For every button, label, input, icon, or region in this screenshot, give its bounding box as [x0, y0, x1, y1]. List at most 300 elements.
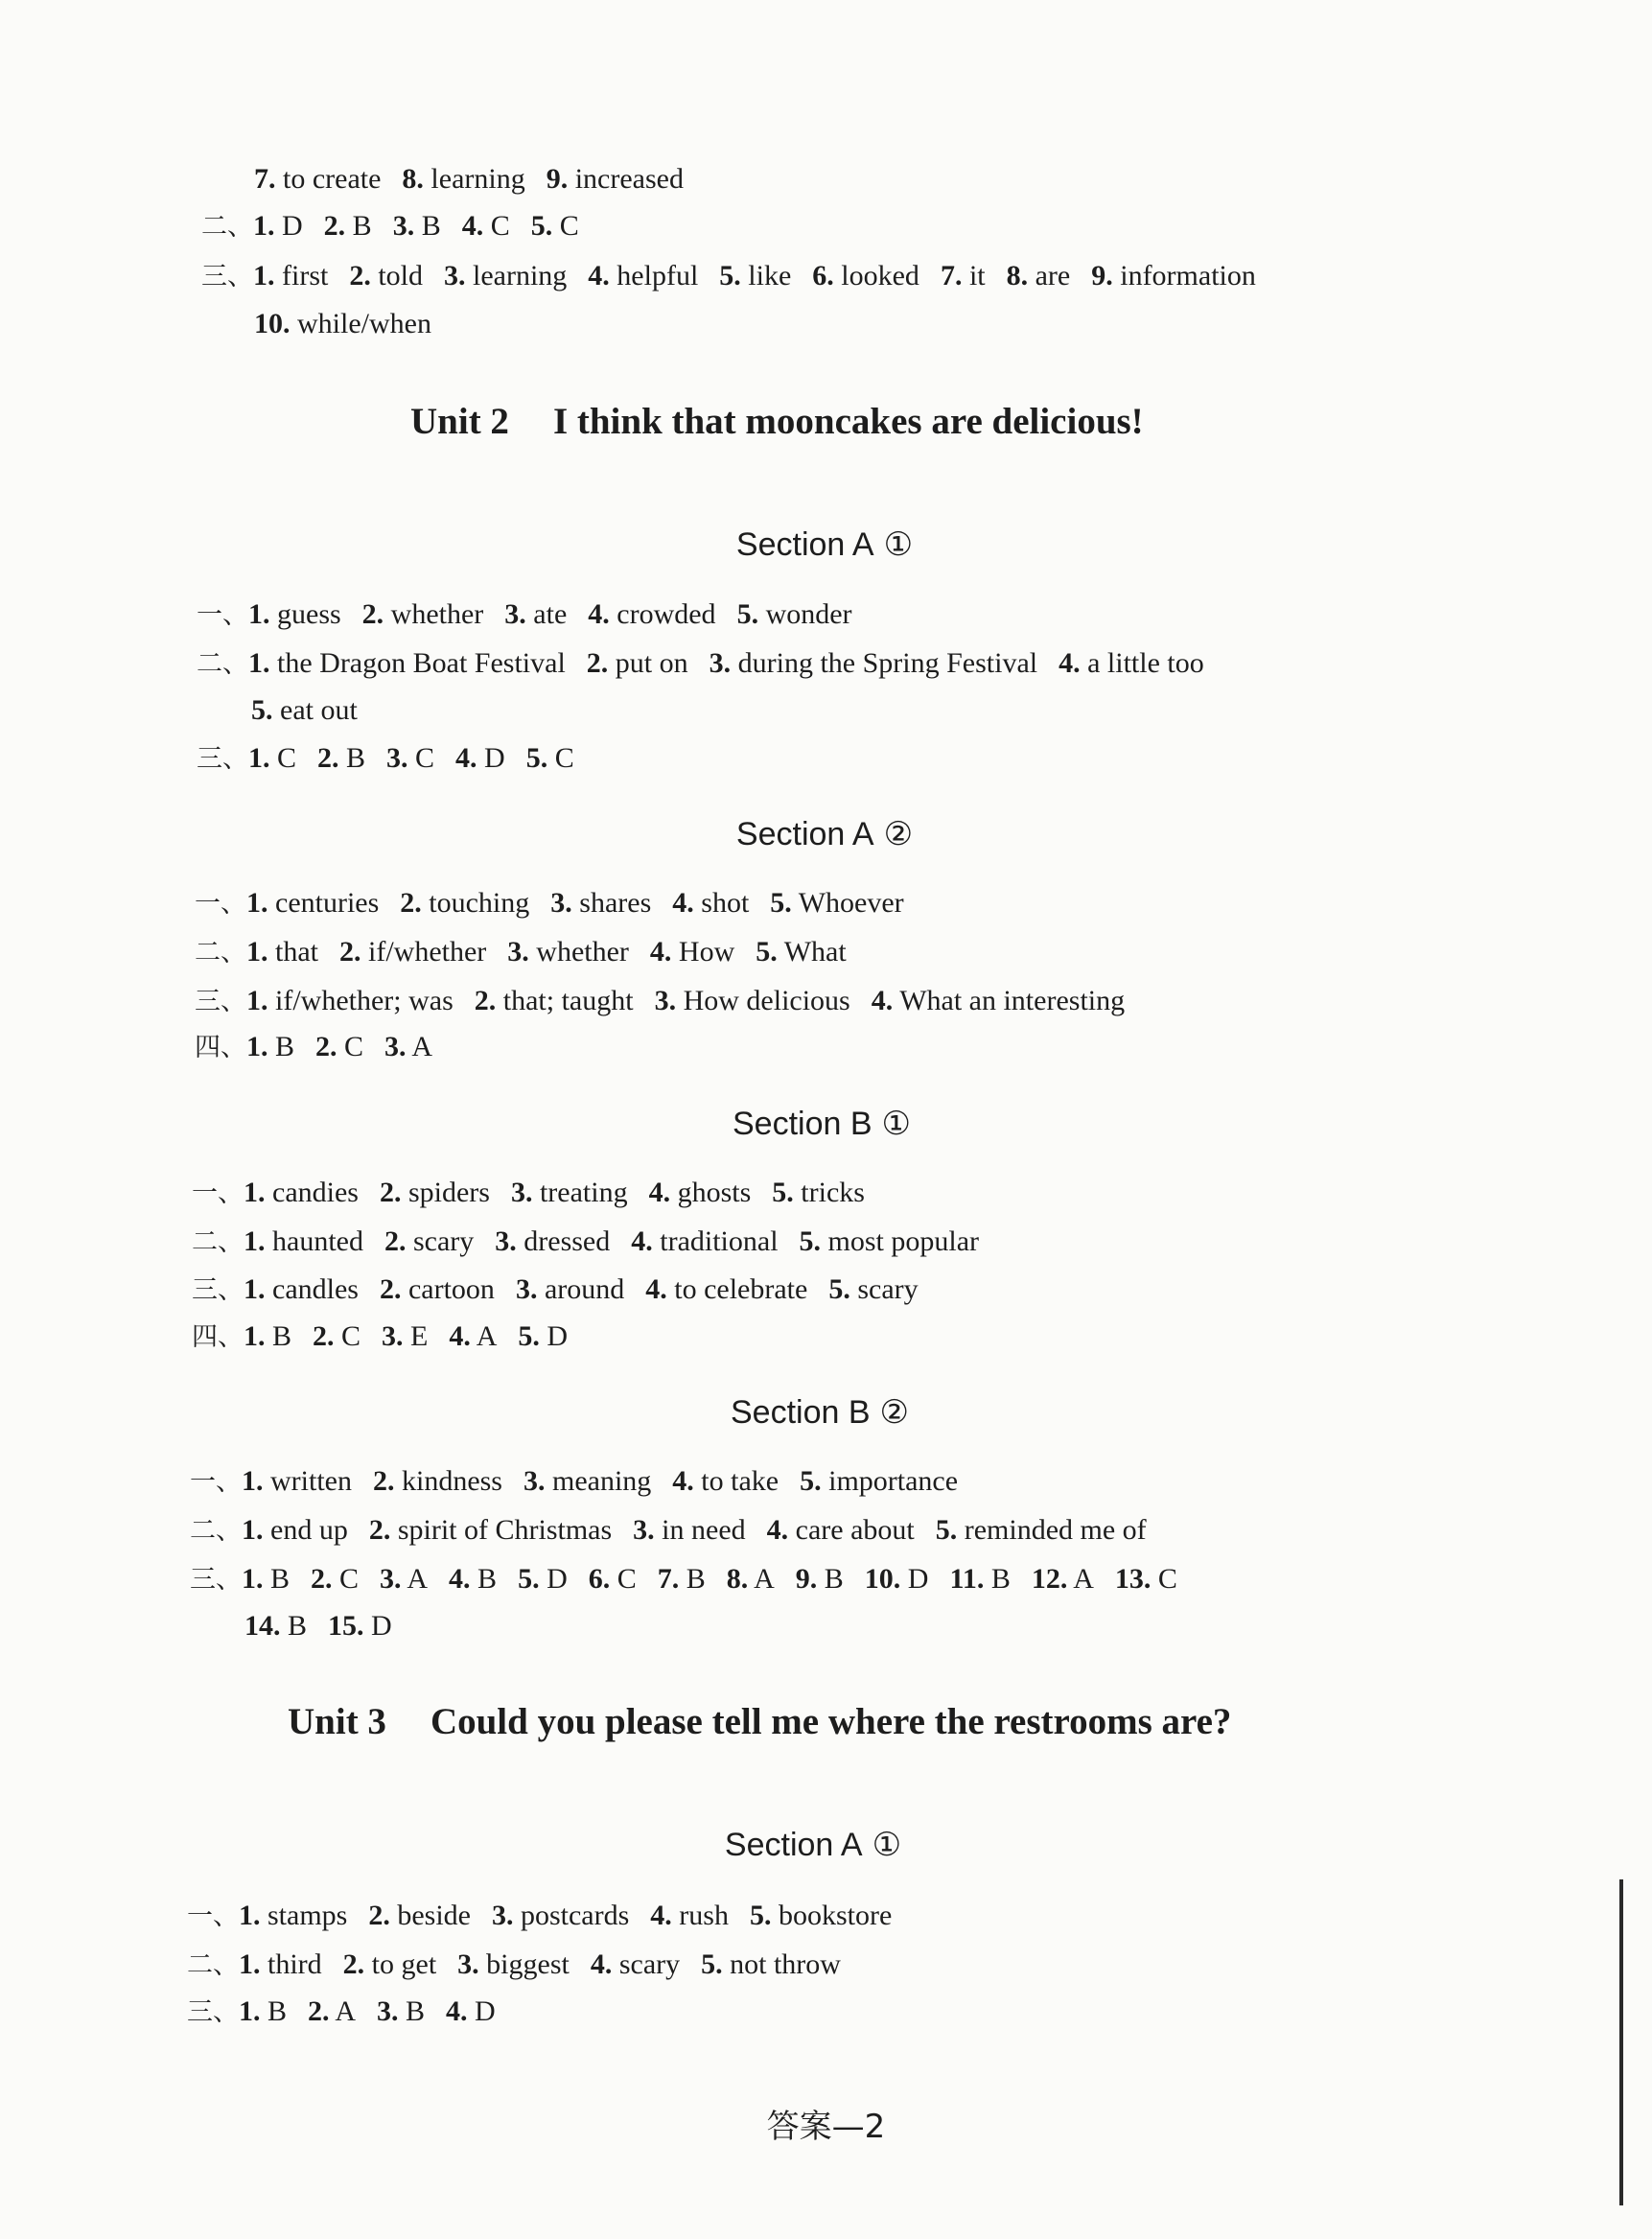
answer-item — [386, 739, 434, 778]
answer-number: 3. — [457, 1948, 479, 1980]
answer-item — [547, 160, 684, 198]
answer-text: C — [337, 1031, 364, 1062]
unit-number: Unit 2 — [410, 401, 509, 442]
answer-number: 2. — [308, 1995, 330, 2027]
answer-text: scary — [849, 1273, 919, 1305]
answer-line — [201, 207, 600, 246]
answer-text: crowded — [609, 598, 716, 630]
answer-item — [492, 1897, 629, 1935]
answer-line — [251, 691, 379, 730]
answer-number: 7. — [940, 260, 963, 292]
answer-number: 5. — [770, 887, 792, 919]
answer-number: 15. — [328, 1610, 364, 1642]
answer-item — [313, 1318, 361, 1356]
answer-number: 2. — [317, 742, 339, 774]
answer-line — [254, 160, 705, 198]
answer-text: postcards — [513, 1900, 630, 1931]
answer-item — [400, 884, 529, 922]
answer-item — [1115, 1560, 1177, 1598]
answer-item — [324, 207, 372, 245]
answer-number: 3. — [709, 647, 732, 679]
answer-item — [254, 305, 431, 343]
answer-item — [239, 1946, 322, 1984]
answer-item — [941, 257, 986, 295]
answer-text: centuries — [268, 887, 380, 919]
answer-item — [449, 1318, 497, 1356]
answer-line — [192, 1223, 1000, 1262]
answer-text: third — [260, 1948, 322, 1980]
answer-number: 4. — [631, 1225, 653, 1257]
section-name: Section A — [724, 1827, 863, 1863]
answer-item — [1059, 644, 1204, 683]
answer-number: 4. — [672, 887, 694, 919]
answer-item — [865, 1560, 929, 1598]
answer-text: B — [345, 210, 372, 242]
section-title — [537, 813, 1112, 855]
answer-line — [192, 1271, 940, 1310]
answer-item — [244, 1174, 359, 1212]
question-group-label: 一、 — [190, 1467, 242, 1497]
answer-number: 3. — [654, 985, 677, 1016]
answer-item — [254, 160, 381, 198]
answer-text: C — [407, 742, 435, 774]
answer-text: most popular — [821, 1225, 980, 1257]
answer-item — [449, 1560, 497, 1598]
answer-text: B — [679, 1563, 706, 1595]
question-group-label: 四、 — [195, 1033, 246, 1062]
answer-number: 4. — [588, 598, 610, 630]
answer-text: C — [334, 1320, 361, 1352]
answer-number: 8. — [726, 1563, 749, 1595]
page-footer: 答案—2 — [766, 2108, 886, 2146]
answer-number: 2. — [315, 1031, 337, 1062]
answer-item — [588, 257, 698, 295]
answer-text: biggest — [478, 1948, 570, 1980]
answer-number: 2. — [379, 1177, 402, 1208]
answer-item — [1007, 257, 1071, 295]
answer-item — [650, 1897, 729, 1935]
answer-item — [719, 257, 791, 295]
answer-item — [368, 1897, 471, 1935]
answer-number: 4. — [650, 1900, 672, 1931]
answer-text: it — [962, 260, 986, 292]
answer-item — [242, 1462, 352, 1501]
answer-text: increased — [568, 163, 684, 195]
answer-item — [382, 1318, 428, 1356]
answer-number: 3. — [550, 887, 572, 919]
answer-item — [1091, 257, 1256, 295]
answer-number: 7. — [657, 1563, 680, 1595]
answer-text: stamps — [260, 1900, 348, 1931]
answer-text: B — [817, 1563, 844, 1595]
answer-text: the Dragon Boat Festival — [269, 647, 566, 679]
answer-number: 5. — [749, 1900, 772, 1931]
answer-text: to celebrate — [666, 1273, 808, 1305]
answer-number: 1. — [248, 742, 270, 774]
answer-number: 1. — [253, 260, 275, 292]
unit-number: Unit 3 — [288, 1701, 386, 1742]
answer-number: 3. — [380, 1563, 402, 1595]
answer-number: 9. — [546, 163, 569, 195]
answer-item — [343, 1946, 437, 1984]
answer-item — [516, 1271, 624, 1309]
answer-text: B — [414, 210, 441, 242]
unit-heading: I think that mooncakes are delicious! — [552, 401, 1144, 442]
answer-item — [650, 933, 734, 971]
answer-item — [380, 1174, 490, 1212]
answer-item — [349, 257, 423, 295]
answer-item — [531, 207, 579, 245]
answer-text: rush — [671, 1900, 729, 1931]
section-mark: ① — [881, 1105, 911, 1143]
answer-number: 3. — [382, 1320, 404, 1352]
answer-text: to get — [364, 1948, 437, 1980]
answer-number: 4. — [461, 210, 484, 242]
answer-item — [672, 884, 749, 922]
answer-text: A — [401, 1563, 429, 1595]
answer-item — [672, 1462, 779, 1501]
answer-number: 2. — [361, 598, 384, 630]
answer-item — [402, 160, 524, 198]
answer-item — [317, 739, 365, 778]
answer-item — [239, 1897, 347, 1935]
answer-item — [526, 739, 574, 778]
answer-item — [727, 1560, 775, 1598]
answer-number: 5. — [518, 1320, 540, 1352]
answer-item — [248, 644, 566, 683]
answer-number: 2. — [474, 985, 497, 1016]
answer-item — [800, 1462, 958, 1501]
answer-number: 2. — [323, 210, 346, 242]
section-name: Section A — [735, 526, 874, 563]
answer-item — [828, 1271, 918, 1309]
answer-text: How delicious — [676, 985, 850, 1016]
answer-item — [339, 933, 486, 971]
answer-text: scary — [612, 1948, 681, 1980]
section-name: Section B — [732, 1106, 873, 1142]
answer-text: care about — [788, 1514, 915, 1546]
answer-number: 4. — [590, 1948, 613, 1980]
answer-number: 1. — [246, 936, 268, 968]
answer-number: 4. — [449, 1563, 471, 1595]
section-mark: ② — [883, 815, 914, 853]
answer-text: C — [332, 1563, 360, 1595]
answer-text: helpful — [609, 260, 699, 292]
answer-text: beside — [389, 1900, 471, 1931]
answer-number: 1. — [242, 1465, 264, 1497]
answer-line — [192, 1174, 886, 1213]
answer-text: are — [1028, 260, 1071, 292]
answer-line — [190, 1511, 1168, 1551]
answer-text: C — [269, 742, 297, 774]
answer-line — [195, 1028, 454, 1067]
answer-number: 1. — [242, 1514, 264, 1546]
answer-text: D — [539, 1563, 568, 1595]
answer-text: B — [984, 1563, 1011, 1595]
answer-number: 5. — [935, 1514, 958, 1546]
answer-number: 3. — [507, 936, 529, 968]
answer-item — [253, 257, 328, 295]
answer-text: first — [274, 260, 329, 292]
section-title — [534, 1103, 1109, 1145]
answer-item — [248, 739, 296, 778]
answer-item — [949, 1560, 1010, 1598]
answer-number: 4. — [649, 936, 672, 968]
answer-text: C — [552, 210, 579, 242]
answer-text: learning — [465, 260, 568, 292]
question-group-label: 三、 — [197, 744, 248, 774]
answer-text: haunted — [265, 1225, 363, 1257]
answer-number: 2. — [311, 1563, 333, 1595]
answer-text: D — [539, 1320, 569, 1352]
answer-item — [315, 1028, 363, 1066]
question-group-label: 二、 — [187, 1950, 239, 1980]
answer-item — [457, 1946, 570, 1984]
answer-item — [589, 1560, 637, 1598]
answer-item — [373, 1462, 502, 1501]
answer-number: 4. — [446, 1995, 468, 2027]
answer-text: B — [265, 1320, 292, 1352]
answer-line — [197, 595, 873, 635]
answer-text: C — [547, 742, 574, 774]
answer-item — [444, 257, 567, 295]
answer-text: put on — [608, 647, 688, 679]
answer-item — [631, 1223, 778, 1261]
answer-text: cartoon — [401, 1273, 495, 1305]
answer-text: A — [1067, 1563, 1094, 1595]
answer-text: B — [338, 742, 366, 774]
answer-text: in need — [654, 1514, 746, 1546]
answer-number: 3. — [504, 598, 526, 630]
answer-number: 3. — [386, 742, 408, 774]
answer-number: 5. — [800, 1465, 822, 1497]
answer-number: 1. — [244, 1225, 266, 1257]
answer-text: information — [1112, 260, 1256, 292]
answer-text: that — [268, 936, 318, 968]
answer-item — [767, 1511, 915, 1550]
question-group-label: 二、 — [201, 212, 253, 242]
answer-number: 2. — [379, 1273, 402, 1305]
answer-line — [187, 1993, 517, 2032]
answer-number: 5. — [518, 1563, 540, 1595]
answer-number: 4. — [871, 985, 894, 1016]
answer-number: 5. — [736, 598, 759, 630]
answer-item — [362, 595, 484, 634]
answer-text: that; taught — [496, 985, 634, 1016]
answer-number: 4. — [1059, 647, 1081, 679]
question-group-label: 二、 — [192, 1227, 244, 1257]
unit-heading: Could you please tell me where the restrooms are? — [430, 1701, 1232, 1742]
question-group-label: 一、 — [195, 889, 246, 919]
answer-number: 13. — [1114, 1563, 1152, 1595]
answer-text: A — [470, 1320, 498, 1352]
question-group-label: 二、 — [195, 938, 246, 968]
answer-number: 3. — [633, 1514, 655, 1546]
answer-number: 7. — [254, 163, 276, 195]
answer-text: D — [363, 1610, 392, 1642]
answer-number: 4. — [766, 1514, 789, 1546]
answer-item — [649, 1174, 752, 1212]
question-group-label: 四、 — [192, 1322, 244, 1352]
answer-text: shares — [571, 887, 652, 919]
answer-text: A — [748, 1563, 775, 1595]
answer-number: 1. — [244, 1177, 266, 1208]
answer-item — [384, 1028, 432, 1066]
answer-number: 3. — [491, 1900, 514, 1931]
answer-item — [518, 1318, 568, 1356]
answer-number: 2. — [368, 1900, 390, 1931]
answer-item — [633, 1511, 745, 1550]
answer-number: 5. — [756, 936, 778, 968]
answer-number: 2. — [384, 1225, 407, 1257]
answer-text: around — [537, 1273, 625, 1305]
answer-number: 3. — [377, 1995, 399, 2027]
answer-text: while/when — [290, 308, 431, 339]
answer-item — [936, 1511, 1147, 1550]
answer-item — [384, 1223, 474, 1261]
answer-item — [380, 1271, 495, 1309]
answer-text: ghosts — [670, 1177, 752, 1208]
answer-text: whether — [528, 936, 629, 968]
answer-item — [770, 884, 903, 922]
unit-title — [288, 1699, 1231, 1745]
answer-item — [756, 933, 846, 971]
answer-text: C — [1151, 1563, 1177, 1595]
answer-item — [587, 644, 688, 683]
answer-text: A — [406, 1031, 433, 1062]
answer-text: B — [398, 1995, 426, 2027]
answer-text: C — [483, 210, 510, 242]
answer-item — [311, 1560, 359, 1598]
answer-line — [187, 1897, 913, 1936]
answer-item — [244, 1607, 307, 1645]
answer-text: E — [403, 1320, 429, 1352]
answer-item — [242, 1511, 348, 1550]
answer-text: C — [610, 1563, 637, 1595]
answer-item — [446, 1993, 496, 2031]
answer-text: learning — [423, 163, 525, 195]
answer-text: meaning — [545, 1465, 652, 1497]
answer-number: 3. — [444, 260, 466, 292]
answer-text: D — [274, 210, 303, 242]
answer-line — [190, 1462, 979, 1502]
question-group-label: 三、 — [195, 987, 246, 1016]
answer-item — [658, 1560, 706, 1598]
answer-number: 9. — [795, 1563, 818, 1595]
answer-text: to take — [693, 1465, 779, 1497]
answer-item — [244, 1271, 359, 1309]
answer-text: candies — [265, 1177, 359, 1208]
answer-number: 8. — [402, 163, 424, 195]
answer-line — [201, 257, 1277, 296]
answer-line — [254, 305, 453, 343]
answer-number: 6. — [812, 260, 834, 292]
answer-number: 2. — [368, 1514, 391, 1546]
answer-number: 1. — [246, 887, 268, 919]
section-name: Section A — [735, 816, 874, 852]
answer-number: 1. — [242, 1563, 264, 1595]
answer-number: 4. — [645, 1273, 667, 1305]
answer-number: 2. — [342, 1948, 365, 1980]
section-mark: ① — [883, 525, 914, 564]
section-name: Section B — [730, 1394, 871, 1431]
answer-text: D — [467, 1995, 496, 2027]
answer-item — [455, 739, 505, 778]
answer-item — [246, 884, 379, 922]
answer-item — [800, 1223, 980, 1261]
answer-item — [550, 884, 651, 922]
answer-text: if/whether — [361, 936, 487, 968]
answer-line — [197, 739, 595, 779]
section-title — [537, 524, 1112, 566]
answer-text: importance — [821, 1465, 959, 1497]
answer-text: D — [900, 1563, 929, 1595]
answer-text: B — [280, 1610, 308, 1642]
answer-number: 4. — [648, 1177, 671, 1208]
answer-number: 2. — [339, 936, 361, 968]
answer-number: 10. — [864, 1563, 901, 1595]
answer-item — [495, 1223, 610, 1261]
answer-number: 3. — [510, 1177, 533, 1208]
answer-text: like — [740, 260, 792, 292]
answer-text: not throw — [722, 1948, 841, 1980]
answer-item — [328, 1607, 392, 1645]
answer-number: 4. — [588, 260, 610, 292]
answer-number: 5. — [530, 210, 553, 242]
answer-item — [511, 1174, 628, 1212]
answer-number: 2. — [313, 1320, 335, 1352]
answer-number: 4. — [672, 1465, 694, 1497]
answer-text: during the Spring Festival — [731, 647, 1038, 679]
answer-item — [701, 1946, 841, 1984]
answer-line — [190, 1560, 1198, 1599]
answer-text: What — [777, 936, 847, 968]
answer-item — [1032, 1560, 1094, 1598]
answer-item — [308, 1993, 356, 2031]
answer-number: 5. — [701, 1948, 723, 1980]
answer-text: tricks — [793, 1177, 865, 1208]
answer-item — [380, 1560, 428, 1598]
answer-item — [655, 982, 850, 1020]
answer-number: 5. — [799, 1225, 822, 1257]
answer-item — [244, 1318, 291, 1356]
answer-item — [475, 982, 634, 1020]
question-group-label: 三、 — [192, 1275, 244, 1305]
answer-text: A — [329, 1995, 357, 2027]
answer-line — [244, 1607, 413, 1645]
answer-number: 3. — [392, 210, 415, 242]
answer-number: 4. — [455, 742, 477, 774]
answer-item — [772, 1174, 865, 1212]
answer-number: 1. — [246, 1031, 268, 1062]
answer-item — [710, 644, 1037, 683]
answer-text: whether — [384, 598, 484, 630]
answer-number: 5. — [772, 1177, 794, 1208]
answer-number: 1. — [248, 647, 270, 679]
answer-item — [588, 595, 715, 634]
answer-number: 2. — [400, 887, 422, 919]
answer-line — [197, 644, 1225, 684]
answer-item — [393, 207, 441, 245]
answer-item — [591, 1946, 680, 1984]
answer-number: 5. — [828, 1273, 850, 1305]
answer-number: 5. — [525, 742, 548, 774]
answer-number: 1. — [253, 210, 275, 242]
answer-text: B — [260, 1995, 288, 2027]
answer-number: 5. — [251, 694, 273, 726]
answer-item — [737, 595, 852, 634]
answer-item — [369, 1511, 612, 1550]
